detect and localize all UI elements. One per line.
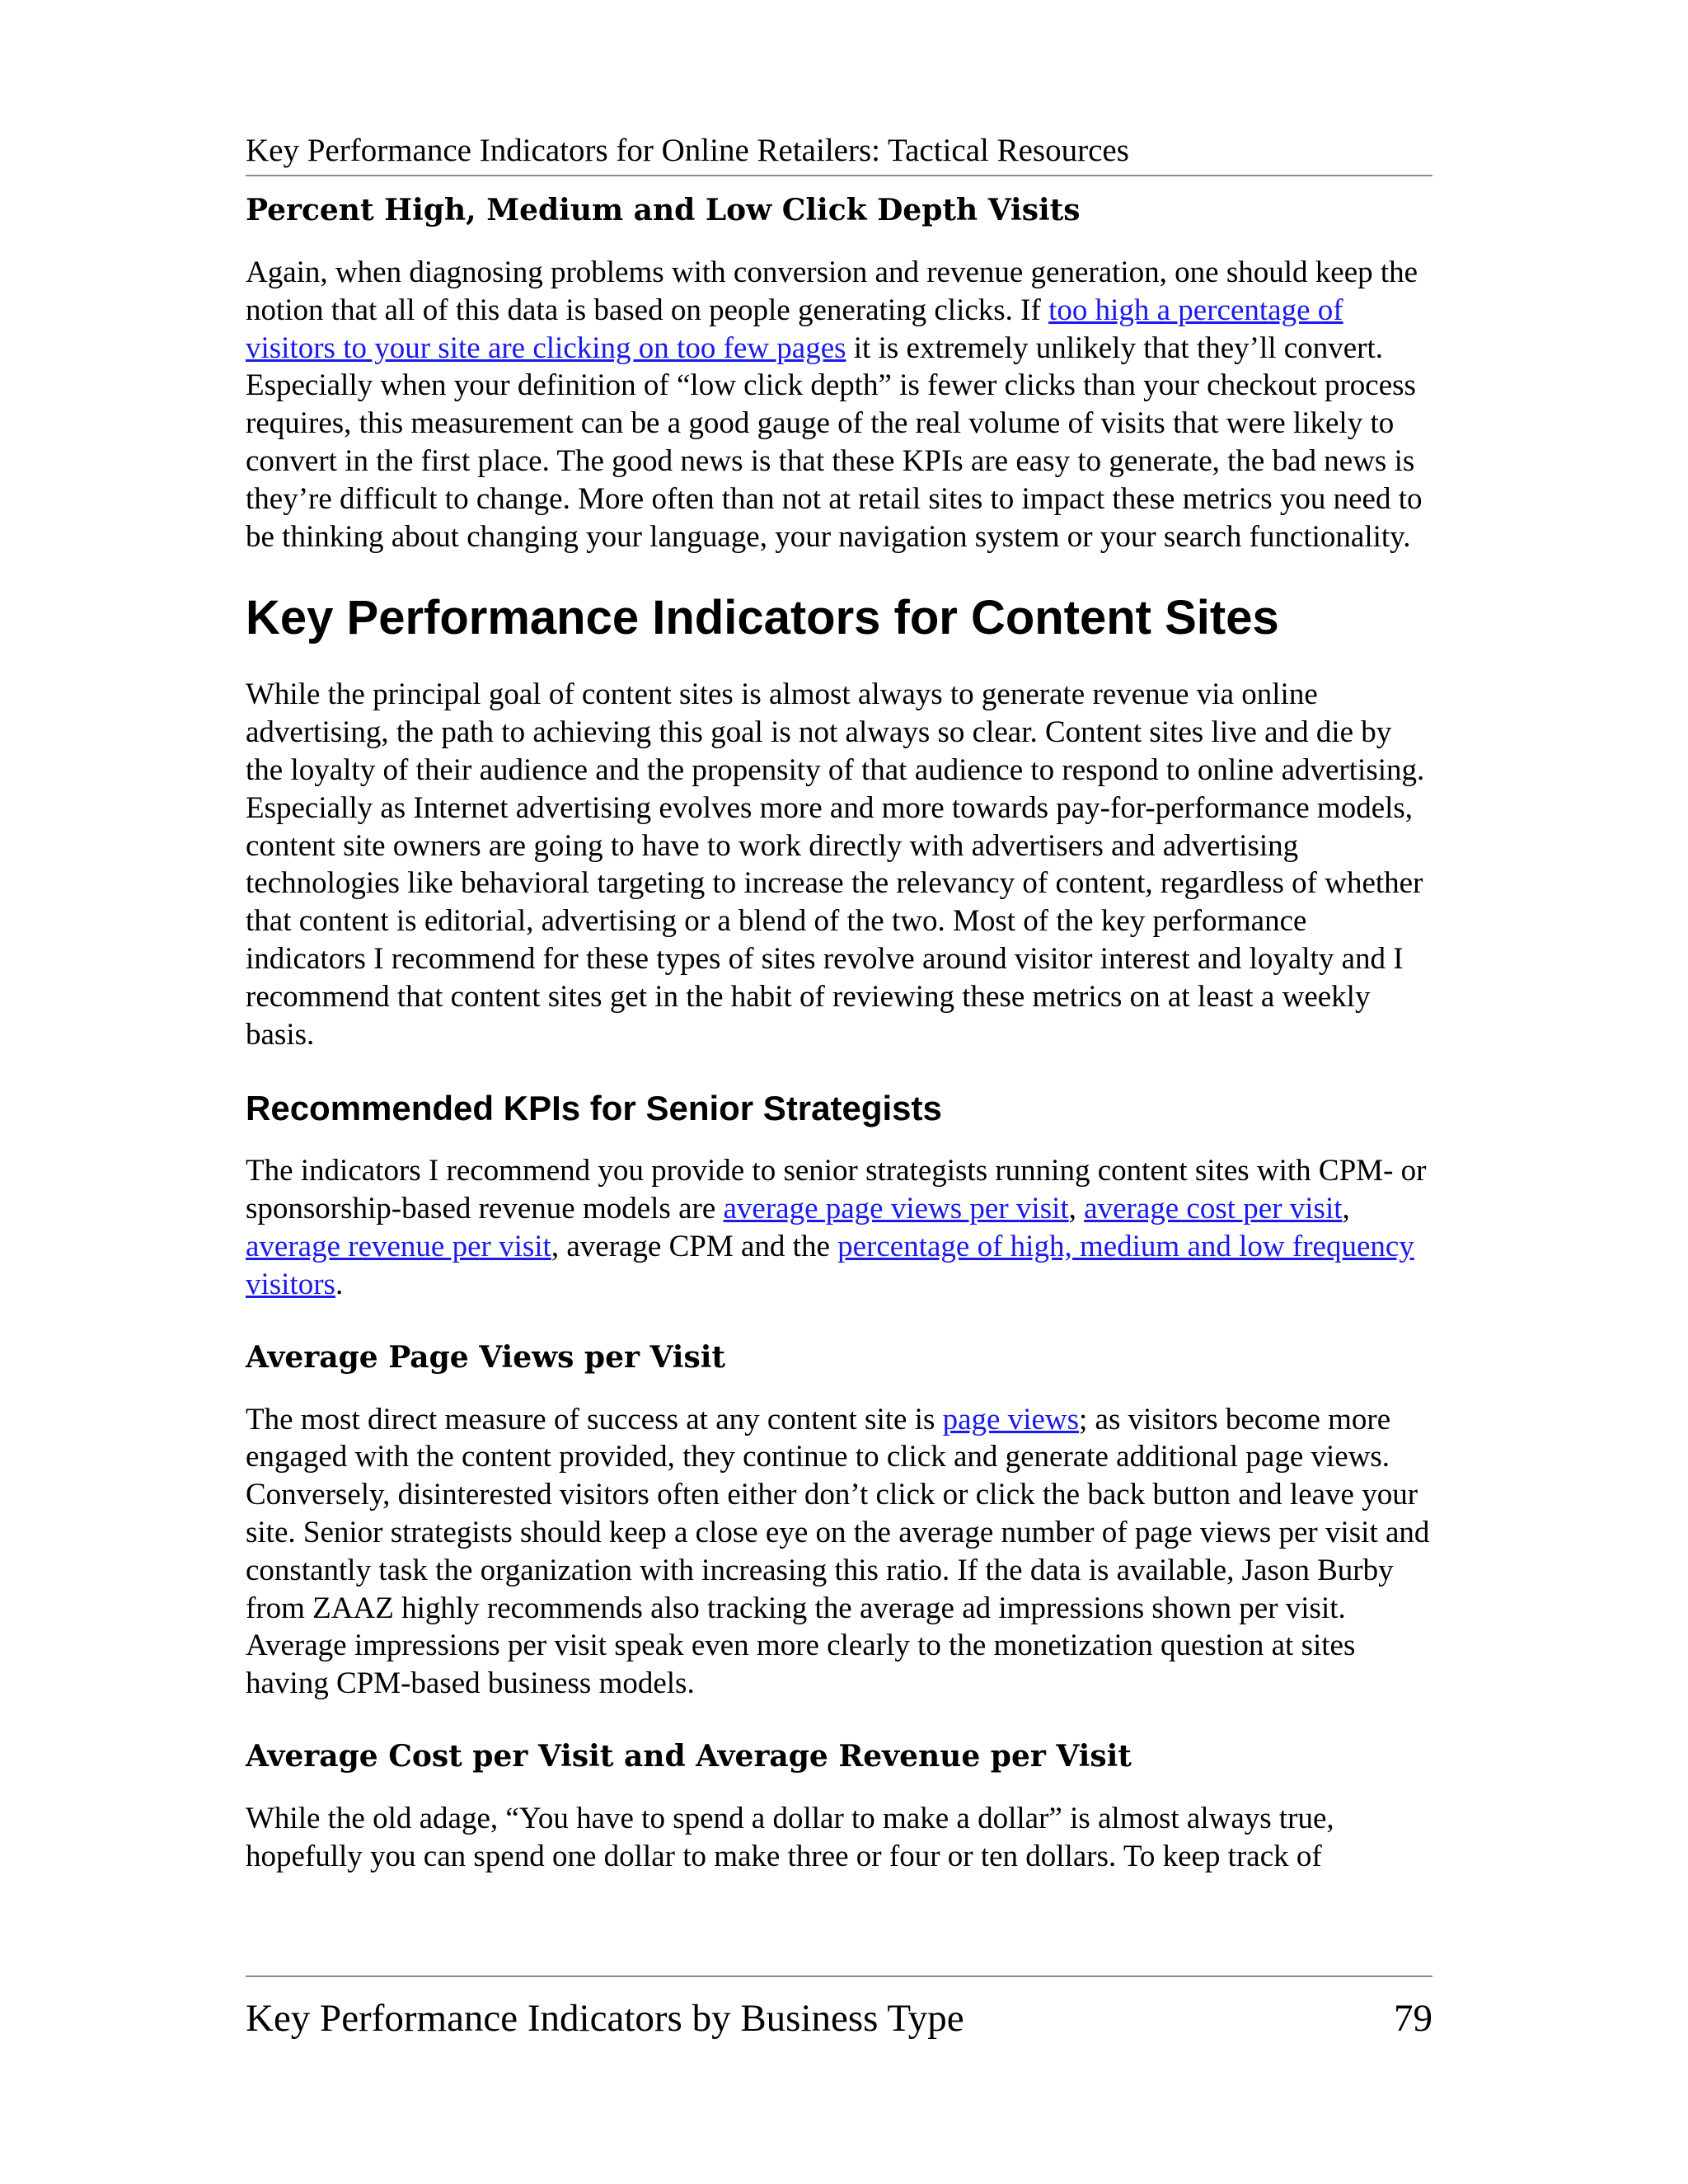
text-run: ,: [1068, 1192, 1085, 1226]
footer-title: Key Performance Indicators by Business Type: [246, 1997, 964, 2040]
paragraph-cost-revenue: While the old adage, “You have to spend a dollar to make a dollar” is almost always true, hopefully you can spend one dollar to make three or four or ten dollars. To keep track of: [246, 1801, 1334, 1873]
text-run: The most direct measure of success at any content site is: [246, 1402, 943, 1436]
page-content: [246, 190, 1432, 1909]
paragraph-page-views: [246, 1401, 1432, 1703]
text-run: ,: [1342, 1192, 1350, 1226]
link-average-cost-per-visit[interactable]: average cost per visit: [1084, 1192, 1343, 1226]
paragraph-senior-strategists: [246, 1152, 1432, 1303]
link-average-revenue-per-visit[interactable]: average revenue per visit: [246, 1229, 551, 1263]
paragraph-click-depth: [246, 254, 1432, 555]
text-run: The indicators I recommend you provide to senior strategists running content sites with CPM- or sponsorship-based revenue models are: [246, 1154, 1427, 1226]
link-average-page-views[interactable]: average page views per visit: [723, 1192, 1069, 1226]
chapter-heading-content-sites: Key Performance Indicators for Content Sites: [246, 591, 1279, 645]
section-heading-click-depth: Percent High, Medium and Low Click Depth Visits: [246, 193, 1081, 227]
subsection-heading-senior-strategists: Recommended KPIs for Senior Strategists: [246, 1089, 942, 1128]
link-frequency-visitors[interactable]: percentage of high, medium and low frequency visitors: [246, 1229, 1414, 1301]
text-run: Again, when diagnosing problems with conversion and revenue generation, one should keep the notion that all of this data is based on people generating clicks. If: [246, 255, 1418, 327]
paragraph-content-sites: While the principal goal of content sites is almost always to generate revenue via online advertising, the path to achieving this goal is not always so clear. Content sites live and die by the loyalty of their audience and the propensity of that audience to respond to online advertising. Especially as Internet advertising evolves more and more towards pay-for-performance models, content site owners are going to have to work directly with advertisers and advertising technologies like behavioral targeting to increase the relevancy of content, regardless of whether that content is editorial, advertising or a blend of the two. Most of the key performance indicators I recommend for these types of sites revolve around visitor interest and loyalty and I recommend that content sites get in the habit of reviewing these metrics on at least a weekly basis.: [246, 677, 1425, 1052]
section-heading-cost-revenue: Average Cost per Visit and Average Revenue per Visit: [246, 1738, 1132, 1774]
running-footer: [246, 1975, 1432, 2043]
text-run: it is extremely unlikely that they’ll convert. Especially when your definition of “low click depth” is fewer clicks than your checkout process requires, this measurement can be a good gauge of the real volume of visits that were likely to convert in the first place. The good news is that these KPIs are easy to generate, the bad news is they’re difficult to change. More often than not at retail sites to impact these metrics you need to be thinking about changing your language, your navigation system or your search functionality.: [246, 330, 1423, 554]
link-visitors-few-pages[interactable]: too high a percentage of visitors to your site are clicking on too few pages: [246, 293, 1343, 365]
text-run: ; as visitors become more engaged with the content provided, they continue to click and generate additional page views. Conversely, disinterested visitors often either don’t click or click the back button and leave your site. Senior strategists should keep a close eye on the average number of page views per visit and constantly task the organization with increasing this ratio. If the data is available, Jason Burby from ZAAZ highly recommends also tracking the average ad impressions shown per visit. Average impressions per visit speak even more clearly to the monetization question at sites having CPM-based business models.: [246, 1402, 1430, 1701]
document-page: [246, 0, 1432, 2184]
page-number: 79: [1394, 1997, 1432, 2040]
running-header: Key Performance Indicators for Online Retailers: Tactical Resources: [246, 129, 1432, 176]
section-heading-page-views: Average Page Views per Visit: [246, 1339, 726, 1375]
link-page-views[interactable]: page views: [942, 1402, 1080, 1436]
text-run: , average CPM and the: [551, 1229, 838, 1263]
text-run: .: [335, 1267, 344, 1301]
